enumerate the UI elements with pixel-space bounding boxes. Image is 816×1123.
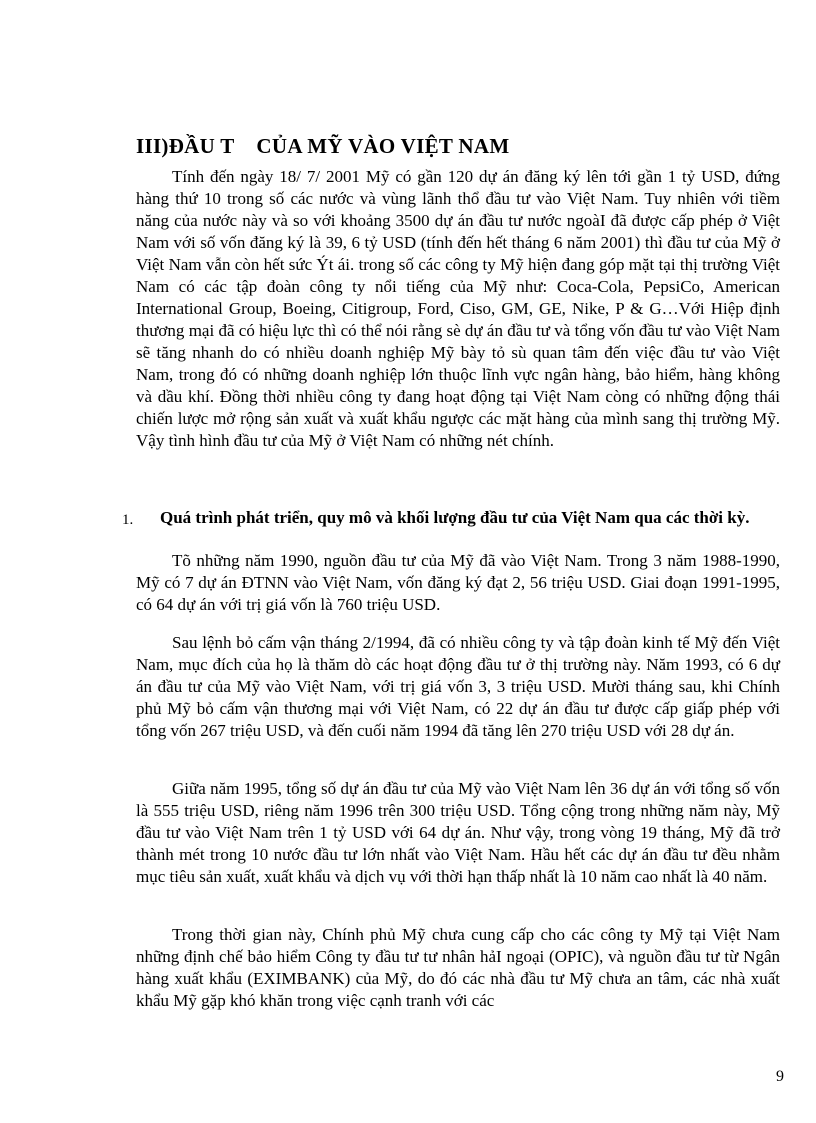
subsection-title: Quá trình phát triển, quy mô và khối lượng đầu tư của Việt Nam qua các thời kỳ. [160,508,750,527]
paragraph-opic: Trong thời gian này, Chính phủ Mỹ chưa cung cấp cho các công ty Mỹ tại Việt Nam những định chế bảo hiểm Công ty đầu tư tư nhân hảI ngoại (OPIC), và nguồn đầu tư từ Ngân hàng xuất khẩu (EXIMBANK) của Mỹ, do đó các nhà đầu tư Mỹ chưa an tâm, các nhà xuất khẩu Mỹ gặp khó khăn trong việc cạnh tranh với các [136,925,780,1010]
paragraph-embargo: Sau lệnh bỏ cấm vận tháng 2/1994, đã có nhiều công ty và tập đoàn kinh tế Mỹ đến Việt Nam, mục đích của họ là thăm dò các hoạt động đầu tư ở thị trường này. Năm 1993, có 6 dự án đầu tư của Mỹ vào Việt Nam, với trị giá vốn 3, 3 triệu USD. Mười tháng sau, khi Chính phủ Mỹ bỏ cấm vận thương mại với Việt Nam, có 22 dự án đầu tư được cấp giấp phép với tổng vốn 267 triệu USD, và đến cuối năm 1994 đã tăng lên 270 triệu USD với 28 dự án. [136,633,780,740]
paragraph-1995: Giữa năm 1995, tổng số dự án đầu tư của Mỹ vào Việt Nam lên 36 dự án với tổng số vốn là 555 triệu USD, riêng năm 1996 trên 300 triệu USD. Tổng cộng trong những năm này, Mỹ đầu tư vào Việt Nam trên 1 tỷ USD với 64 dự án. Như vậy, trong vòng 19 tháng, Mỹ đã trở thành mét trong 10 nước đầu tư lớn nhất vào Việt Nam. Hầu hết các dự án đầu tư đều nhằm mục tiêu sản xuất, xuất khẩu và dịch vụ với thời hạn thấp nhất là 10 năm cao nhất là 40 năm. [136,779,780,886]
intro-paragraph: Tính đến ngày 18/ 7/ 2001 Mỹ có gần 120 dự án đăng ký lên tới gần 1 tỷ USD, đứng hàng thứ 10 trong số các nước và vùng lãnh thổ đầu tư vào Việt Nam. Tuy nhiên với tiềm năng của nước này và so với khoảng 3500 dự án đầu tư nước ngoàI đã được cấp phép ở Việt Nam với số vốn đăng ký là 39, 6 tỷ USD (tính đến hết tháng 6 năm 2001) thì đầu tư của Mỹ ở Việt Nam vẫn còn hết sức Ýt ái. trong số các công ty Mỹ hiện đang góp mặt tại thị trường Việt Nam có các tập đoàn công ty nổi tiếng của Mỹ như: Coca-Cola, PepsiCo, American International Group, Boeing, Citigroup, Ford, Ciso, GM, GE, Nike, P & G…Với Hiệp định thương mại đã có hiệu lực thì có thể nói rằng sè dự án đầu tư và tổng vốn đầu tư vào Việt Nam sẽ tăng nhanh do có nhiều doanh nghiệp Mỹ bày tỏ sù quan tâm đến việc đầu tư vào Việt Nam, trong đó có những doanh nghiệp lớn thuộc lĩnh vực ngân hàng, bảo hiểm, hàng không và dầu khí. Đồng thời nhiều công ty đang hoạt động tại Việt Nam còng có những động thái chiến lược mở rộng sản xuất và xuất khẩu ngược các mặt hàng của mình sang thị trường Mỹ. Vậy tình hình đầu tư của Mỹ ở Việt Nam có những nét chính. [136,167,780,450]
page-number: 9 [776,1068,784,1085]
subsection-heading [122,508,780,528]
paragraph-1990: Tõ những năm 1990, nguồn đầu tư của Mỹ đã vào Việt Nam. Trong 3 năm 1988-1990, Mỹ có 7 dự án ĐTNN vào Việt Nam, vốn đăng ký đạt 2, 56 triệu USD. Giai đoạn 1991-1995, có 64 dự án với trị giá vốn là 760 triệu USD. [136,551,780,614]
subsection-number: 1. [122,512,134,528]
section-heading: III)ĐẦU T CỦA MỸ VÀO VIỆT NAM [136,134,510,158]
